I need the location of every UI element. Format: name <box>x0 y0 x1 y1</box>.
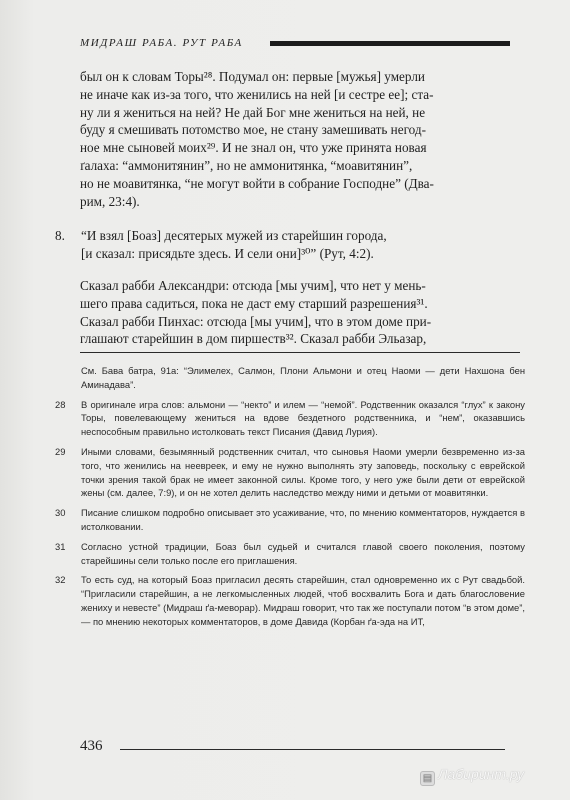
footnote-continuation: См. Бава батра, 91а: “Элимелех, Салмон, Плони Альмони и отец Наоми — дети Нахшона бен Аминадава”. <box>81 365 525 390</box>
footnote-number: 31 <box>55 540 66 552</box>
footer-rule <box>120 749 505 750</box>
main-paragraph <box>80 68 520 210</box>
commentary-line: шего права садиться, пока не даст ему старший разрешения³¹. <box>80 295 428 311</box>
page-footer <box>80 738 520 758</box>
commentary-line: Сказал рабби Александри: отсюда [мы учим], что нет у мень- <box>80 278 426 293</box>
commentary-paragraph <box>80 277 520 348</box>
footnotes <box>55 360 525 635</box>
footnote-number: 32 <box>55 574 66 586</box>
main-line: рим, 23:4). <box>80 193 140 209</box>
watermark-text: Лабиринт.ру <box>438 766 525 782</box>
main-line: был он к словам Торы²⁸. Подумал он: первые [мужья] умерли <box>80 69 425 84</box>
main-line: но не моавитянка, “не могут войти в собрание Господне” (Два- <box>80 175 434 191</box>
main-line: буду я смешивать потомство мое, не стану замешивать негод- <box>80 122 426 138</box>
footnote-number: 28 <box>55 398 66 410</box>
verse-line: [и сказал: присядьте здесь. И сели они]³⁰” (Рут, 4:2). <box>81 245 374 261</box>
verse-number: 8. <box>55 228 65 243</box>
footnote-text: Согласно устной традиции, Боаз был судьей и считался главой своего поколения, поэтому старейшины сели только после его приглашения. <box>81 540 525 566</box>
footnote-text: Писание слишком подробно описывает это усаживание, что, по мнению комментаторов, нуждается в истолковании. <box>81 507 525 532</box>
main-line: ґалаха: “аммонитянин”, но не аммонитянка, “моавитянин”, <box>80 157 413 173</box>
main-line: ну ли я жениться на ней? Не дай Бог мне жениться на ней, не <box>80 104 426 120</box>
commentary-line: Сказал рабби Пинхас: отсюда [мы учим], что в этом доме при- <box>80 313 432 329</box>
footnote-text: То есть суд, на который Боаз пригласил десять старейшин, стал одновременно их с Рут свадьбой. “Пригласили старейшин, а не легкомысленных людей, чтоб восхвалить Бога и дать благословение жениху и невесте” (Мидраш ґа-меворар). Мидраш говорит, что так же поступали потом “в этом доме”, — по мнению некоторых комментаторов, в доме Давида (Корбан ґа-эда на ИТ, <box>81 574 525 627</box>
main-line: ное мне сыновей моих²⁹. И не знал он, что уже принята новая <box>80 140 427 156</box>
verse-line: “И взял [Боаз] десятерых мужей из старейшин города, <box>81 228 387 243</box>
footnote-item <box>55 540 525 568</box>
book-logo-icon: ▤ <box>420 771 435 786</box>
commentary-line: глашают старейшин в дом пиршеств³². Сказал рабби Эльазар, <box>80 331 427 347</box>
watermark <box>420 766 524 786</box>
verse-text <box>81 227 521 263</box>
footnote-item <box>55 573 525 628</box>
footnote-item <box>55 445 525 500</box>
main-line: не иначе как из-за того, что женились на ней [и сестре ее]; ста- <box>80 86 434 102</box>
footnote-item <box>55 506 525 534</box>
footnote-text: В оригинале игра слов: альмони — “некто” и илем — “немой”. Родственник оказался “глух” к закону Торы, повелевающему жениться на вдове бездетного родственника, и “нем”, оказавшись неспособным правильно истолковать текст Писания (Давид Лурия). <box>81 398 525 438</box>
footnote-number: 29 <box>55 445 66 457</box>
footnote-item <box>55 398 525 439</box>
header-rule <box>270 41 510 46</box>
running-header <box>80 37 520 53</box>
footnote-divider <box>80 352 520 353</box>
page-number: 436 <box>80 738 103 754</box>
header-title: МИДРАШ РАБА. РУТ РАБА <box>80 37 243 49</box>
footnote-text: Иными словами, безымянный родственник считал, что сыновья Наоми умерли безвременно из-за того, что женились на неевреек, и ему не нужно выполнять эту заповедь, поскольку с еврейской точки зрения такой брак не имеет законной силы. Кроме того, у него уже были дети от еврейской жены (см. далее, 7:9), и он не хотел делить наследство между ними и детьми от моавитянки. <box>81 445 525 499</box>
footnote-number: 30 <box>55 507 66 519</box>
